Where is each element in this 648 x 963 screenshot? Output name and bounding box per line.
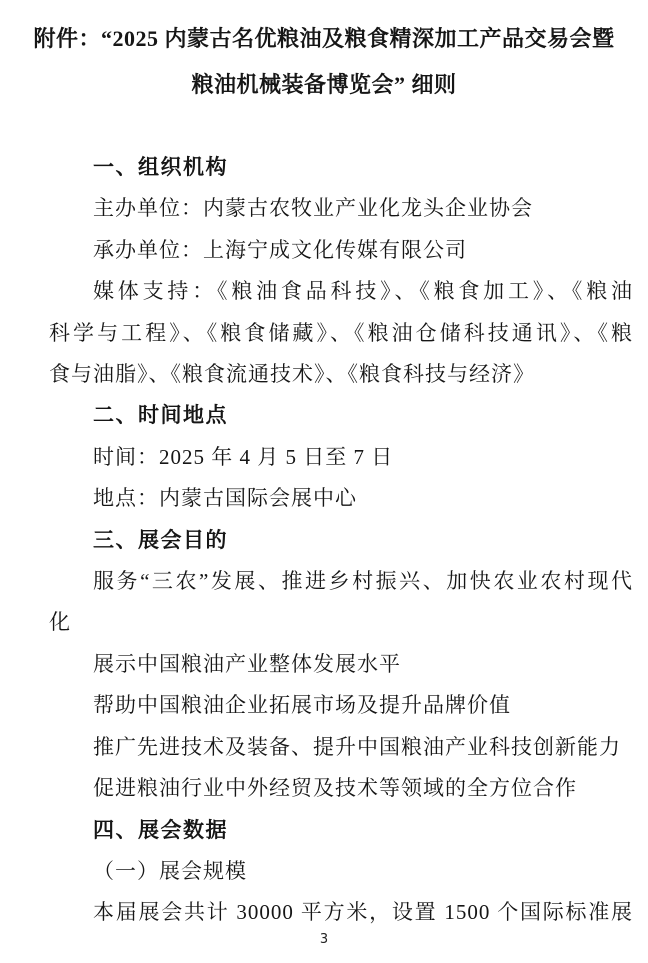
section-heading-organization: 一、组织机构 (93, 155, 228, 179)
title-line-2: 粮油机械装备博览会” 细则 (191, 72, 457, 97)
paragraph-exhibition-scale-subheading: （一）展会规模 (93, 858, 247, 883)
paragraph-purpose-promote-tech: 推广先进技术及装备、提升中国粮油产业科技创新能力 (93, 734, 621, 759)
document-body (0, 147, 648, 934)
page-number: 3 (319, 932, 329, 947)
paragraph-exhibition-scale-line-1: 本届展会共计 30000 平方米，设置 1500 个国际标准展 (93, 900, 633, 925)
paragraph-purpose-show-level: 展示中国粮油产业整体发展水平 (93, 651, 401, 676)
section-heading-exhibition-purpose: 三、展会目的 (93, 527, 228, 552)
title-line-1: 附件：“2025 内蒙古名优粮油及粮食精深加工产品交易会暨 (33, 26, 615, 51)
paragraph-host-unit: 主办单位：内蒙古农牧业产业化龙头企业协会 (93, 196, 533, 221)
paragraph-media-support-line-1: 媒体支持：《粮油食品科技》、《粮食加工》、《粮油 (93, 279, 633, 304)
paragraph-purpose-cooperation: 促进粮油行业中外经贸及技术等领域的全方位合作 (93, 776, 577, 801)
document-title (0, 16, 648, 108)
paragraph-media-support-line-3: 食与油脂》、《粮食流通技术》、《粮食科技与经济》 (49, 362, 535, 387)
paragraph-purpose-help-brand: 帮助中国粮油企业拓展市场及提升品牌价值 (93, 693, 511, 718)
section-heading-exhibition-data: 四、展会数据 (93, 817, 228, 842)
paragraph-media-support-line-2: 科学与工程》、《粮食储藏》、《粮油仓储科技通讯》、《粮 (49, 320, 633, 345)
paragraph-organizer-unit: 承办单位：上海宁成文化传媒有限公司 (93, 237, 467, 262)
paragraph-time: 时间：2025 年 4 月 5 日至 7 日 (93, 444, 394, 469)
paragraph-purpose-line-2: 化 (49, 610, 71, 635)
paragraph-location: 地点：内蒙古国际会展中心 (93, 486, 357, 511)
paragraph-purpose-line-1: 服务“三农”发展、推进乡村振兴、加快农业农村现代 (93, 569, 633, 594)
section-heading-time-location: 二、时间地点 (93, 403, 228, 428)
